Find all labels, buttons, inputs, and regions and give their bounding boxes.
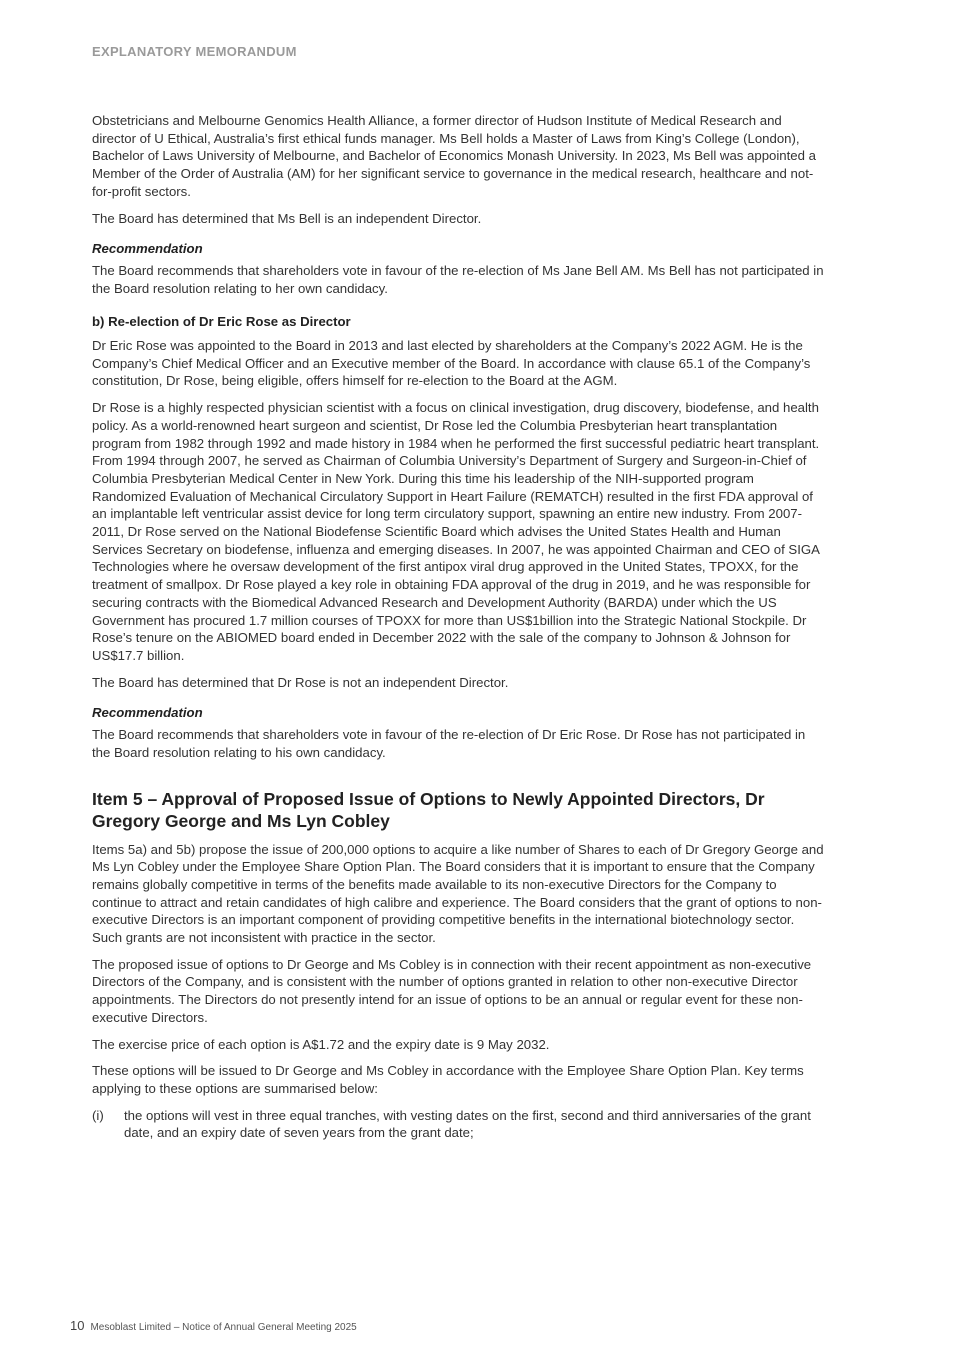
bell-bio-paragraph: Obstetricians and Melbourne Genomics Health Alliance, a former director of Hudson Institute of Medical Research and director of U Ethical, Australia’s first ethical funds manager. Ms Bell holds a Master of Laws from King’s College (London), Bachelor of Laws University of Melbourne, and Bachelor of Economics Monash University. In 2023, Ms Bell was appointed a Member of the Order of Australia (AM) for her significant service to governance in the medical research, healthcare and not-for-profit sectors. bbox=[92, 113, 816, 199]
running-header: EXPLANATORY MEMORANDUM bbox=[92, 44, 297, 59]
rose-appointment: Dr Eric Rose was appointed to the Board in 2013 and last elected by shareholders at the Company’s 2022 AGM. He is the Company’s Chief Medical Officer and an Executive member of the Board. In accordance with clause 65.1 of the Company’s constitution, Dr Rose, being eligible, offers himself for re-election to the Board at the AGM. bbox=[92, 338, 811, 389]
bell-independence: The Board has determined that Ms Bell is an independent Director. bbox=[92, 210, 482, 226]
item5-paragraph-1: Items 5a) and 5b) propose the issue of 200,000 options to acquire a like number of Shares to each of Dr Gregory George and Ms Lyn Cobley under the Employee Share Option Plan. The Board considers that it is important to ensure that the Company remains globally competitive in terms of the benefits made available to its non-executive Directors for the Company to continue to attract and retain candidates of high calibre and experience. The Board considers that the grant of options to non-executive Directors is an important component of providing competitive benefits in the international biotechnology sector. Such grants are not inconsistent with practice in the sector. bbox=[92, 841, 824, 946]
rose-bio-paragraph: Dr Rose is a highly respected physician scientist with a focus on clinical investigation, drug discovery, biodefense, and health policy. As a world-renowned heart surgeon and scientist, Dr Rose led the Columbia Presbyterian heart transplantation program from 1982 through 1992 and made history in 1984 when he performed the first successful pediatric heart transplant. From 1994 through 2007, he served as Chairman of Columbia University’s Department of Surgery and Surgeon-in-Chief of Columbia Presbyterian Medical Center in New York. During this time his leadership of the NIH-supported program Randomized Evaluation of Mechanical Circulatory Support in Heart Failure (REMATCH) resulted in the first FDA approval of an implantable left ventricular assist device for long term circulatory support, spawning an entire new industry. From 2007-2011, Dr Rose served on the National Biodefense Scientific Board which advises the United States Health and Human Services Secretary on biodefense, influenza and emerging diseases. In 2007, he was appointed Chairman and CEO of SIGA Technologies where he oversaw development of the first antipox viral drug approved in the United States, TPOXX, for the treatment of smallpox. Dr Rose played a key role in obtaining FDA approval of the drug in 2019, and he was responsible for securing contracts with the Biomedical Advanced Research and Development Authority (BARDA) under which the US Government has procured 1.7 million courses of TPOXX for more than US$1billion into the Strategic National Stockpile. Dr Rose’s tenure on the ABIOMED board ended in December 2022 with the sale of the company to Johnson & Johnson for US$17.7 billion. bbox=[92, 400, 820, 663]
item5-paragraph-2: The proposed issue of options to Dr George and Ms Cobley is in connection with their recent appointment as non-executive Directors of the Company, and is consistent with the number of options granted in relation to other non-executive Director appointments. The Directors do not presently intend for an issue of options to be an annual or regular event for these non-executive Directors. bbox=[92, 956, 812, 1025]
footer-text: Mesoblast Limited – Notice of Annual General Meeting 2025 bbox=[90, 1322, 357, 1333]
list-item-text: the options will vest in three equal tranches, with vesting dates on the first, second and third anniversaries of the grant date, and an expiry date of seven years from the grant date; bbox=[124, 1107, 811, 1141]
section-heading-rose: b) Re-election of Dr Eric Rose as Director bbox=[92, 314, 351, 330]
rose-independence: The Board has determined that Dr Rose is not an independent Director. bbox=[92, 674, 509, 690]
recommendation-heading-rose: Recommendation bbox=[92, 705, 203, 721]
item5-paragraph-4: These options will be issued to Dr George and Ms Cobley in accordance with the Employee Share Option Plan. Key terms applying to these options are summarised below: bbox=[92, 1063, 804, 1096]
list-item bbox=[92, 1107, 827, 1142]
memorandum-body bbox=[92, 112, 827, 1142]
item5-heading: Item 5 – Approval of Proposed Issue of Options to Newly Appointed Directors, Dr Gregory George and Ms Lyn Cobley bbox=[92, 788, 765, 831]
page-number: 10 bbox=[70, 1318, 85, 1333]
page-footer bbox=[70, 1318, 357, 1333]
item5-exercise-price: The exercise price of each option is A$1.72 and the expiry date is 9 May 2032. bbox=[92, 1036, 550, 1052]
list-item-number: (i) bbox=[92, 1107, 104, 1123]
recommendation-bell: The Board recommends that shareholders vote in favour of the re-election of Ms Jane Bell AM. Ms Bell has not participated in the Board resolution relating to her own candidacy. bbox=[92, 262, 824, 296]
recommendation-rose: The Board recommends that shareholders vote in favour of the re-election of Dr Eric Rose. Dr Rose has not participated in the Board resolution relating to his own candidacy. bbox=[92, 727, 806, 760]
recommendation-heading-bell: Recommendation bbox=[92, 241, 203, 257]
